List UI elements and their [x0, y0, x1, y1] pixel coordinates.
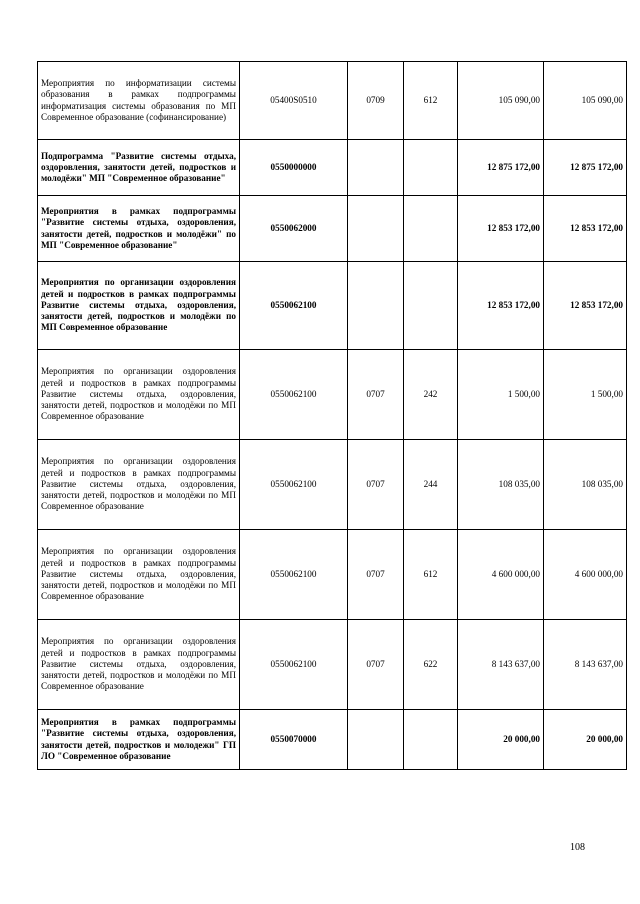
table-row	[38, 440, 627, 530]
section-code-cell	[348, 710, 404, 770]
amount-cell-1: 1 500,00	[458, 350, 544, 440]
amount-cell-1: 4 600 000,00	[458, 530, 544, 620]
section-code-cell: 0707	[348, 530, 404, 620]
amount-cell-1: 108 035,00	[458, 440, 544, 530]
amount-cell-1: 8 143 637,00	[458, 620, 544, 710]
table-row	[38, 350, 627, 440]
row-name-cell: Мероприятия по организации оздоровления детей и подростков в рамках подпрограммы Развитие системы отдыха, оздоровления, занятости детей, подростков и молодёжи по МП Современное образование	[38, 262, 240, 350]
budget-table	[37, 61, 627, 770]
target-code-cell: 0550062100	[240, 440, 348, 530]
amount-cell-1: 12 853 172,00	[458, 196, 544, 262]
row-name-cell: Мероприятия в рамках подпрограммы "Развитие системы отдыха, оздоровления, занятости детей, подростков и молодёжи" по МП "Современное образование"	[38, 196, 240, 262]
expense-type-cell	[404, 262, 458, 350]
amount-cell-2: 12 853 172,00	[544, 196, 627, 262]
table-row	[38, 140, 627, 196]
expense-type-cell: 244	[404, 440, 458, 530]
target-code-cell: 0550062100	[240, 620, 348, 710]
section-code-cell	[348, 140, 404, 196]
amount-cell-2: 108 035,00	[544, 440, 627, 530]
table-row	[38, 710, 627, 770]
row-name-cell: Мероприятия в рамках подпрограммы "Развитие системы отдыха, оздоровления, занятости детей, подростков и молодежи" ГП ЛО "Современное образование	[38, 710, 240, 770]
amount-cell-1: 20 000,00	[458, 710, 544, 770]
budget-table-body	[38, 62, 627, 770]
table-row	[38, 196, 627, 262]
expense-type-cell: 622	[404, 620, 458, 710]
target-code-cell: 0550070000	[240, 710, 348, 770]
amount-cell-1: 12 853 172,00	[458, 262, 544, 350]
section-code-cell	[348, 196, 404, 262]
expense-type-cell: 612	[404, 530, 458, 620]
expense-type-cell	[404, 196, 458, 262]
section-code-cell: 0707	[348, 620, 404, 710]
section-code-cell	[348, 262, 404, 350]
amount-cell-1: 12 875 172,00	[458, 140, 544, 196]
table-row	[38, 620, 627, 710]
amount-cell-1: 105 090,00	[458, 62, 544, 140]
amount-cell-2: 20 000,00	[544, 710, 627, 770]
expense-type-cell	[404, 140, 458, 196]
section-code-cell: 0709	[348, 62, 404, 140]
expense-type-cell: 242	[404, 350, 458, 440]
amount-cell-2: 105 090,00	[544, 62, 627, 140]
amount-cell-2: 4 600 000,00	[544, 530, 627, 620]
table-row	[38, 530, 627, 620]
target-code-cell: 0550062100	[240, 350, 348, 440]
target-code-cell: 05400S0510	[240, 62, 348, 140]
table-row	[38, 62, 627, 140]
section-code-cell: 0707	[348, 350, 404, 440]
amount-cell-2: 12 875 172,00	[544, 140, 627, 196]
target-code-cell: 0550062100	[240, 262, 348, 350]
row-name-cell: Подпрограмма "Развитие системы отдыха, оздоровления, занятости детей, подростков и молодёжи" МП "Современное образование"	[38, 140, 240, 196]
row-name-cell: Мероприятия по информатизации системы образования в рамках подпрограммы информатизация системы образования по МП Современное образование (софинансирование)	[38, 62, 240, 140]
target-code-cell: 0550000000	[240, 140, 348, 196]
page-number: 108	[570, 842, 585, 853]
row-name-cell: Мероприятия по организации оздоровления детей и подростков в рамках подпрограммы Развитие системы отдыха, оздоровления, занятости детей, подростков и молодёжи по МП Современное образование	[38, 350, 240, 440]
target-code-cell: 0550062100	[240, 530, 348, 620]
amount-cell-2: 1 500,00	[544, 350, 627, 440]
expense-type-cell: 612	[404, 62, 458, 140]
amount-cell-2: 8 143 637,00	[544, 620, 627, 710]
section-code-cell: 0707	[348, 440, 404, 530]
target-code-cell: 0550062000	[240, 196, 348, 262]
row-name-cell: Мероприятия по организации оздоровления детей и подростков в рамках подпрограммы Развитие системы отдыха, оздоровления, занятости детей, подростков и молодёжи по МП Современное образование	[38, 620, 240, 710]
amount-cell-2: 12 853 172,00	[544, 262, 627, 350]
row-name-cell: Мероприятия по организации оздоровления детей и подростков в рамках подпрограммы Развитие системы отдыха, оздоровления, занятости детей, подростков и молодёжи по МП Современное образование	[38, 440, 240, 530]
expense-type-cell	[404, 710, 458, 770]
table-row	[38, 262, 627, 350]
row-name-cell: Мероприятия по организации оздоровления детей и подростков в рамках подпрограммы Развитие системы отдыха, оздоровления, занятости детей, подростков и молодёжи по МП Современное образование	[38, 530, 240, 620]
